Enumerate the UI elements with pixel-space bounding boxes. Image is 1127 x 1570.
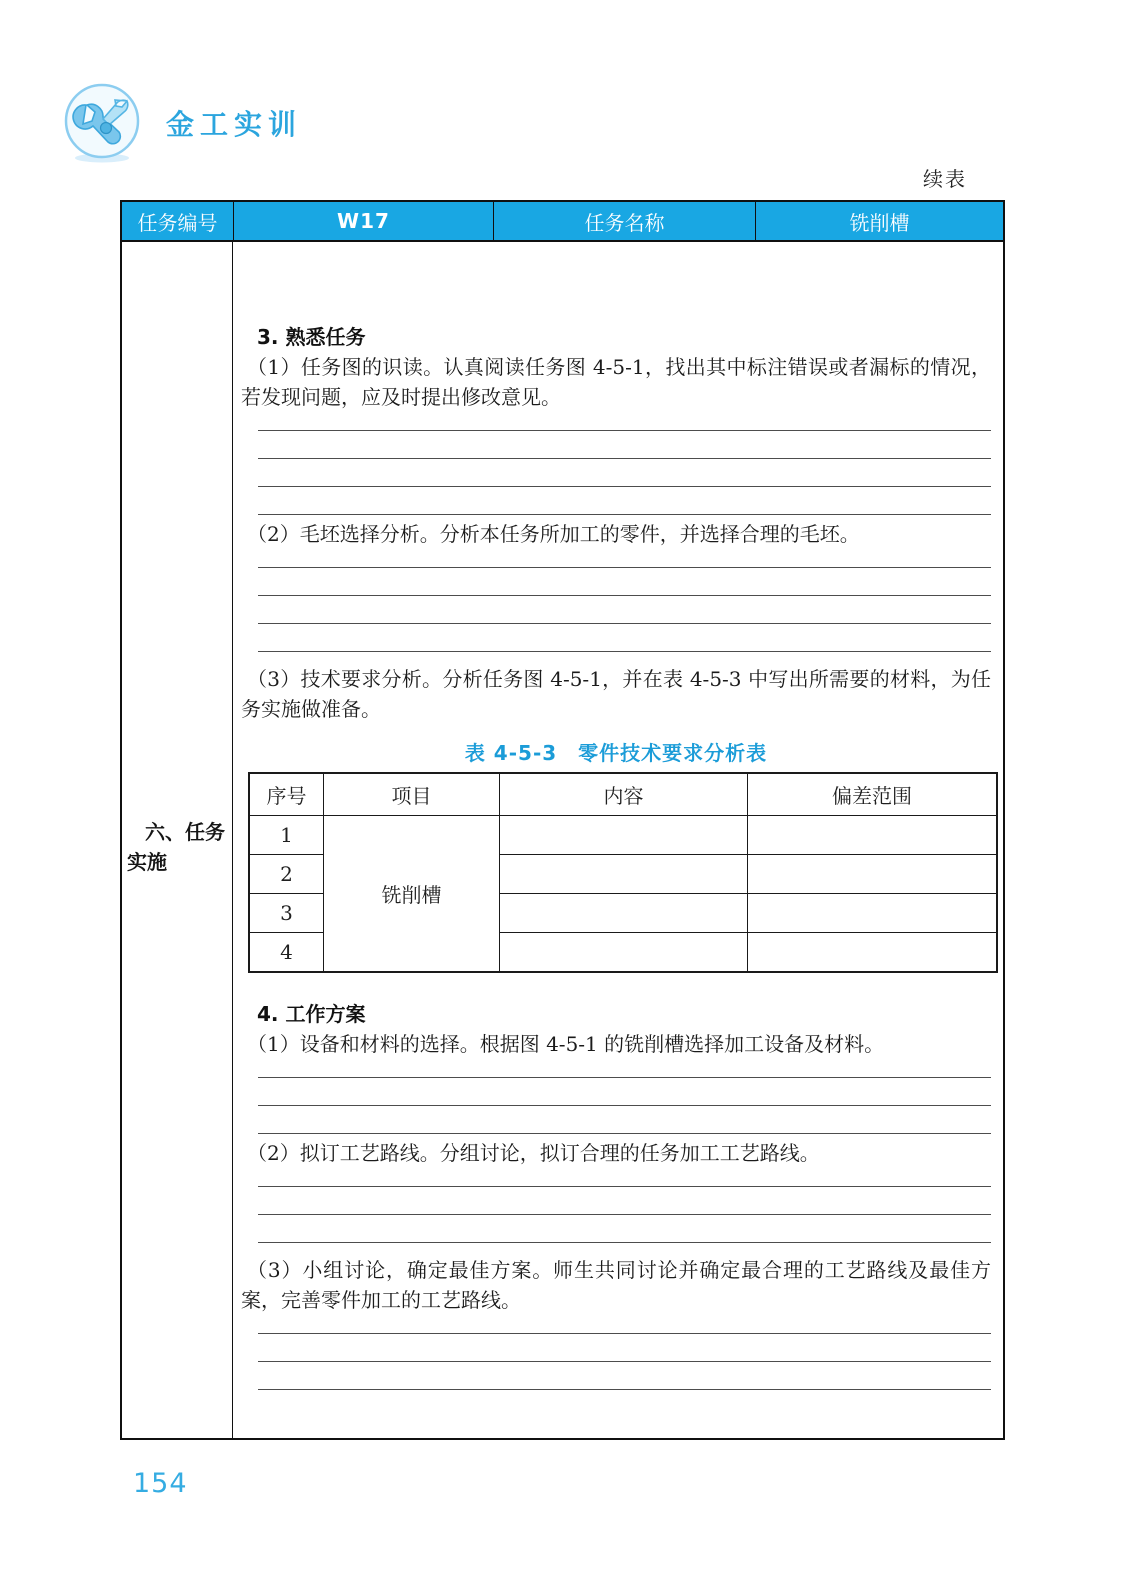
empty-content-cell (500, 933, 748, 973)
empty-deviation-cell (748, 894, 998, 933)
empty-content-cell (500, 894, 748, 933)
side-section-cell (122, 242, 233, 1438)
analysis-table-row (249, 816, 997, 855)
row-number-cell: 2 (249, 855, 324, 894)
blank-write-line (258, 1187, 991, 1215)
write-lines-group (241, 549, 991, 652)
blank-write-line (258, 549, 991, 568)
blank-write-line (258, 1334, 991, 1362)
task-header-row (122, 202, 1003, 242)
write-lines-group (241, 1059, 991, 1134)
write-lines-group (241, 1168, 991, 1243)
blank-write-line (258, 431, 991, 459)
write-lines-group (241, 412, 991, 515)
task-name-label-cell: 任务名称 (493, 202, 755, 240)
col-header-content: 内容 (500, 773, 748, 816)
write-lines-group (241, 1315, 991, 1390)
blank-write-line (258, 1362, 991, 1390)
blank-write-line (258, 1059, 991, 1078)
merged-item-cell: 铣削槽 (324, 816, 500, 973)
section3-item2: （2）毛坯选择分析。分析本任务所加工的零件，并选择合理的毛坯。 (247, 522, 860, 546)
blank-write-line (258, 624, 991, 652)
blank-write-line (258, 412, 991, 431)
task-body-row (122, 242, 1003, 1438)
page-number: 154 (133, 1468, 188, 1499)
blank-write-line (258, 596, 991, 624)
task-name-value-cell: 铣削槽 (755, 202, 1003, 240)
blank-write-line (258, 1215, 991, 1243)
task-number-label-cell: 任务编号 (137, 210, 218, 235)
col-header-deviation: 偏差范围 (748, 773, 998, 816)
section4-item3: （3）小组讨论，确定最佳方案。师生共同讨论并确定最合理的工艺路线及最佳方案，完善零件加工的工艺路线。 (241, 1258, 991, 1312)
col-header-item: 项目 (324, 773, 500, 816)
row-number-cell: 1 (249, 816, 324, 855)
empty-deviation-cell (748, 855, 998, 894)
tools-logo-icon (60, 80, 144, 166)
col-header-seq: 序号 (249, 773, 324, 816)
analysis-table-header-row (249, 773, 997, 816)
brand-header (60, 80, 302, 166)
section3-item1: （1）任务图的识读。认真阅读任务图 4-5-1，找出其中标注错误或者漏标的情况，若发现问题，应及时提出修改意见。 (241, 355, 991, 409)
task-number-value-cell: W17 (233, 202, 493, 240)
blank-write-line (258, 568, 991, 596)
blank-write-line (258, 459, 991, 487)
blank-write-line (258, 1315, 991, 1334)
empty-content-cell (500, 855, 748, 894)
blank-write-line (258, 1106, 991, 1134)
analysis-table (248, 772, 998, 973)
section4-item1: （1）设备和材料的选择。根据图 4-5-1 的铣削槽选择加工设备及材料。 (247, 1032, 885, 1056)
section4-item2: （2）拟订工艺路线。分组讨论，拟订合理的任务加工工艺路线。 (247, 1141, 820, 1165)
task-sheet-table (120, 200, 1005, 1440)
row-number-cell: 3 (249, 894, 324, 933)
blank-write-line (258, 1078, 991, 1106)
section3-item3: （3）技术要求分析。分析任务图 4-5-1，并在表 4-5-3 中写出所需要的材料，为任务实施做准备。 (241, 667, 991, 721)
side-section-label: 六、任务实施 (127, 820, 225, 874)
continued-table-label: 续表 (923, 167, 967, 191)
section3-heading: 3. 熟悉任务 (257, 325, 366, 349)
blank-write-line (258, 1168, 991, 1187)
analysis-table-caption: 表 4-5-3 零件技术要求分析表 (464, 741, 768, 765)
empty-content-cell (500, 816, 748, 855)
section4-heading: 4. 工作方案 (257, 1002, 366, 1026)
brand-title: 金工实训 (166, 108, 303, 141)
blank-write-line (258, 487, 991, 515)
empty-deviation-cell (748, 933, 998, 973)
row-number-cell: 4 (249, 933, 324, 973)
task-content-cell (233, 242, 1003, 1438)
empty-deviation-cell (748, 816, 998, 855)
